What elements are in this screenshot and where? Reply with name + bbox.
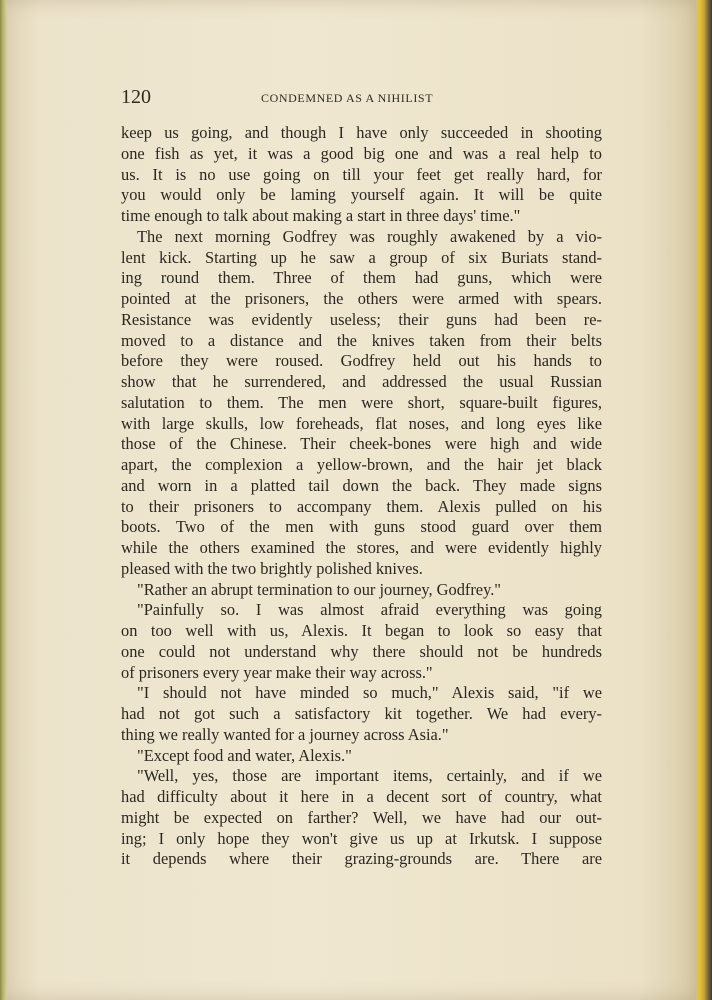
text-line: show that he surrendered, and addressed the usual Russian bbox=[121, 372, 602, 391]
text-line: those of the Chinese. Their cheek-bones were high and wide bbox=[121, 434, 602, 454]
text-line: and worn in a platted tail down the back. They made signs bbox=[121, 475, 602, 495]
text-line: you would only be laming yourself again. It will be quite bbox=[121, 185, 602, 205]
text-line: us. It is no use going on till your feet get really hard, for bbox=[121, 164, 602, 184]
text-line: one could not understand why there should not be hundreds bbox=[121, 641, 602, 661]
text-line: one fish as yet, it was a good big one and was a real help to bbox=[121, 143, 602, 163]
text-line: ing round them. Three of them had guns, which were bbox=[121, 268, 602, 288]
text-line: while the others examined the stores, and were evidently highly bbox=[121, 538, 602, 557]
text-line: Resistance was evidently useless; their guns had been re- bbox=[121, 309, 602, 329]
text-line: salutation to them. The men were short, square-built figures, bbox=[121, 392, 602, 412]
text-line: of prisoners every year make their way across." bbox=[121, 662, 433, 682]
text-line: "Rather an abrupt termination to our journey, Godfrey." bbox=[137, 579, 502, 599]
text-line: to their prisoners to accompany them. Alexis pulled on his bbox=[121, 496, 602, 516]
running-head: CONDEMNED AS A NIHILIST bbox=[261, 91, 434, 105]
page-gutter bbox=[0, 0, 7, 1000]
text-line: moved to a distance and the knives taken from their belts bbox=[121, 330, 602, 350]
text-line: boots. Two of the men with guns stood guard over them bbox=[121, 517, 602, 537]
text-line: ing; I only hope they won't give us up at Irkutsk. I suppose bbox=[121, 828, 602, 848]
text-line: "Painfully so. I was almost afraid everything was going bbox=[137, 600, 602, 620]
text-line: "I should not have minded so much," Alexis said, "if we bbox=[137, 683, 602, 703]
text-line: with large skulls, low foreheads, flat noses, and long eyes like bbox=[121, 413, 602, 433]
text-line: "Except food and water, Alexis." bbox=[137, 745, 352, 765]
text-line: The next morning Godfrey was roughly awakened by a vio- bbox=[137, 226, 602, 246]
text-line: time enough to talk about making a start in three days' time." bbox=[121, 206, 521, 225]
body-text bbox=[121, 123, 602, 870]
text-line: had difficulty about it here in a decent sort of country, what bbox=[121, 787, 602, 806]
book-edge bbox=[696, 0, 712, 1000]
text-line: lent kick. Starting up he saw a group of six Buriats stand- bbox=[121, 247, 602, 267]
text-line: it depends where their grazing-grounds are. There are bbox=[121, 849, 602, 869]
text-line: had not got such a satisfactory kit together. We had every- bbox=[121, 704, 602, 723]
text-line: "Well, yes, those are important items, certainly, and if we bbox=[137, 766, 602, 786]
page-header bbox=[121, 87, 601, 107]
text-line: keep us going, and though I have only succeeded in shooting bbox=[121, 123, 602, 142]
text-line: might be expected on farther? Well, we have had our out- bbox=[121, 807, 602, 827]
text-line: pleased with the two brightly polished knives. bbox=[121, 558, 423, 578]
text-line: pointed at the prisoners, the others were armed with spears. bbox=[121, 289, 602, 308]
text-line: thing we really wanted for a journey across Asia." bbox=[121, 724, 449, 744]
page-number: 120 bbox=[121, 86, 151, 108]
text-line: on too well with us, Alexis. It began to look so easy that bbox=[121, 621, 602, 640]
text-line: before they were roused. Godfrey held out his hands to bbox=[121, 351, 602, 371]
text-line: apart, the complexion a yellow-brown, and the hair jet black bbox=[121, 455, 602, 474]
